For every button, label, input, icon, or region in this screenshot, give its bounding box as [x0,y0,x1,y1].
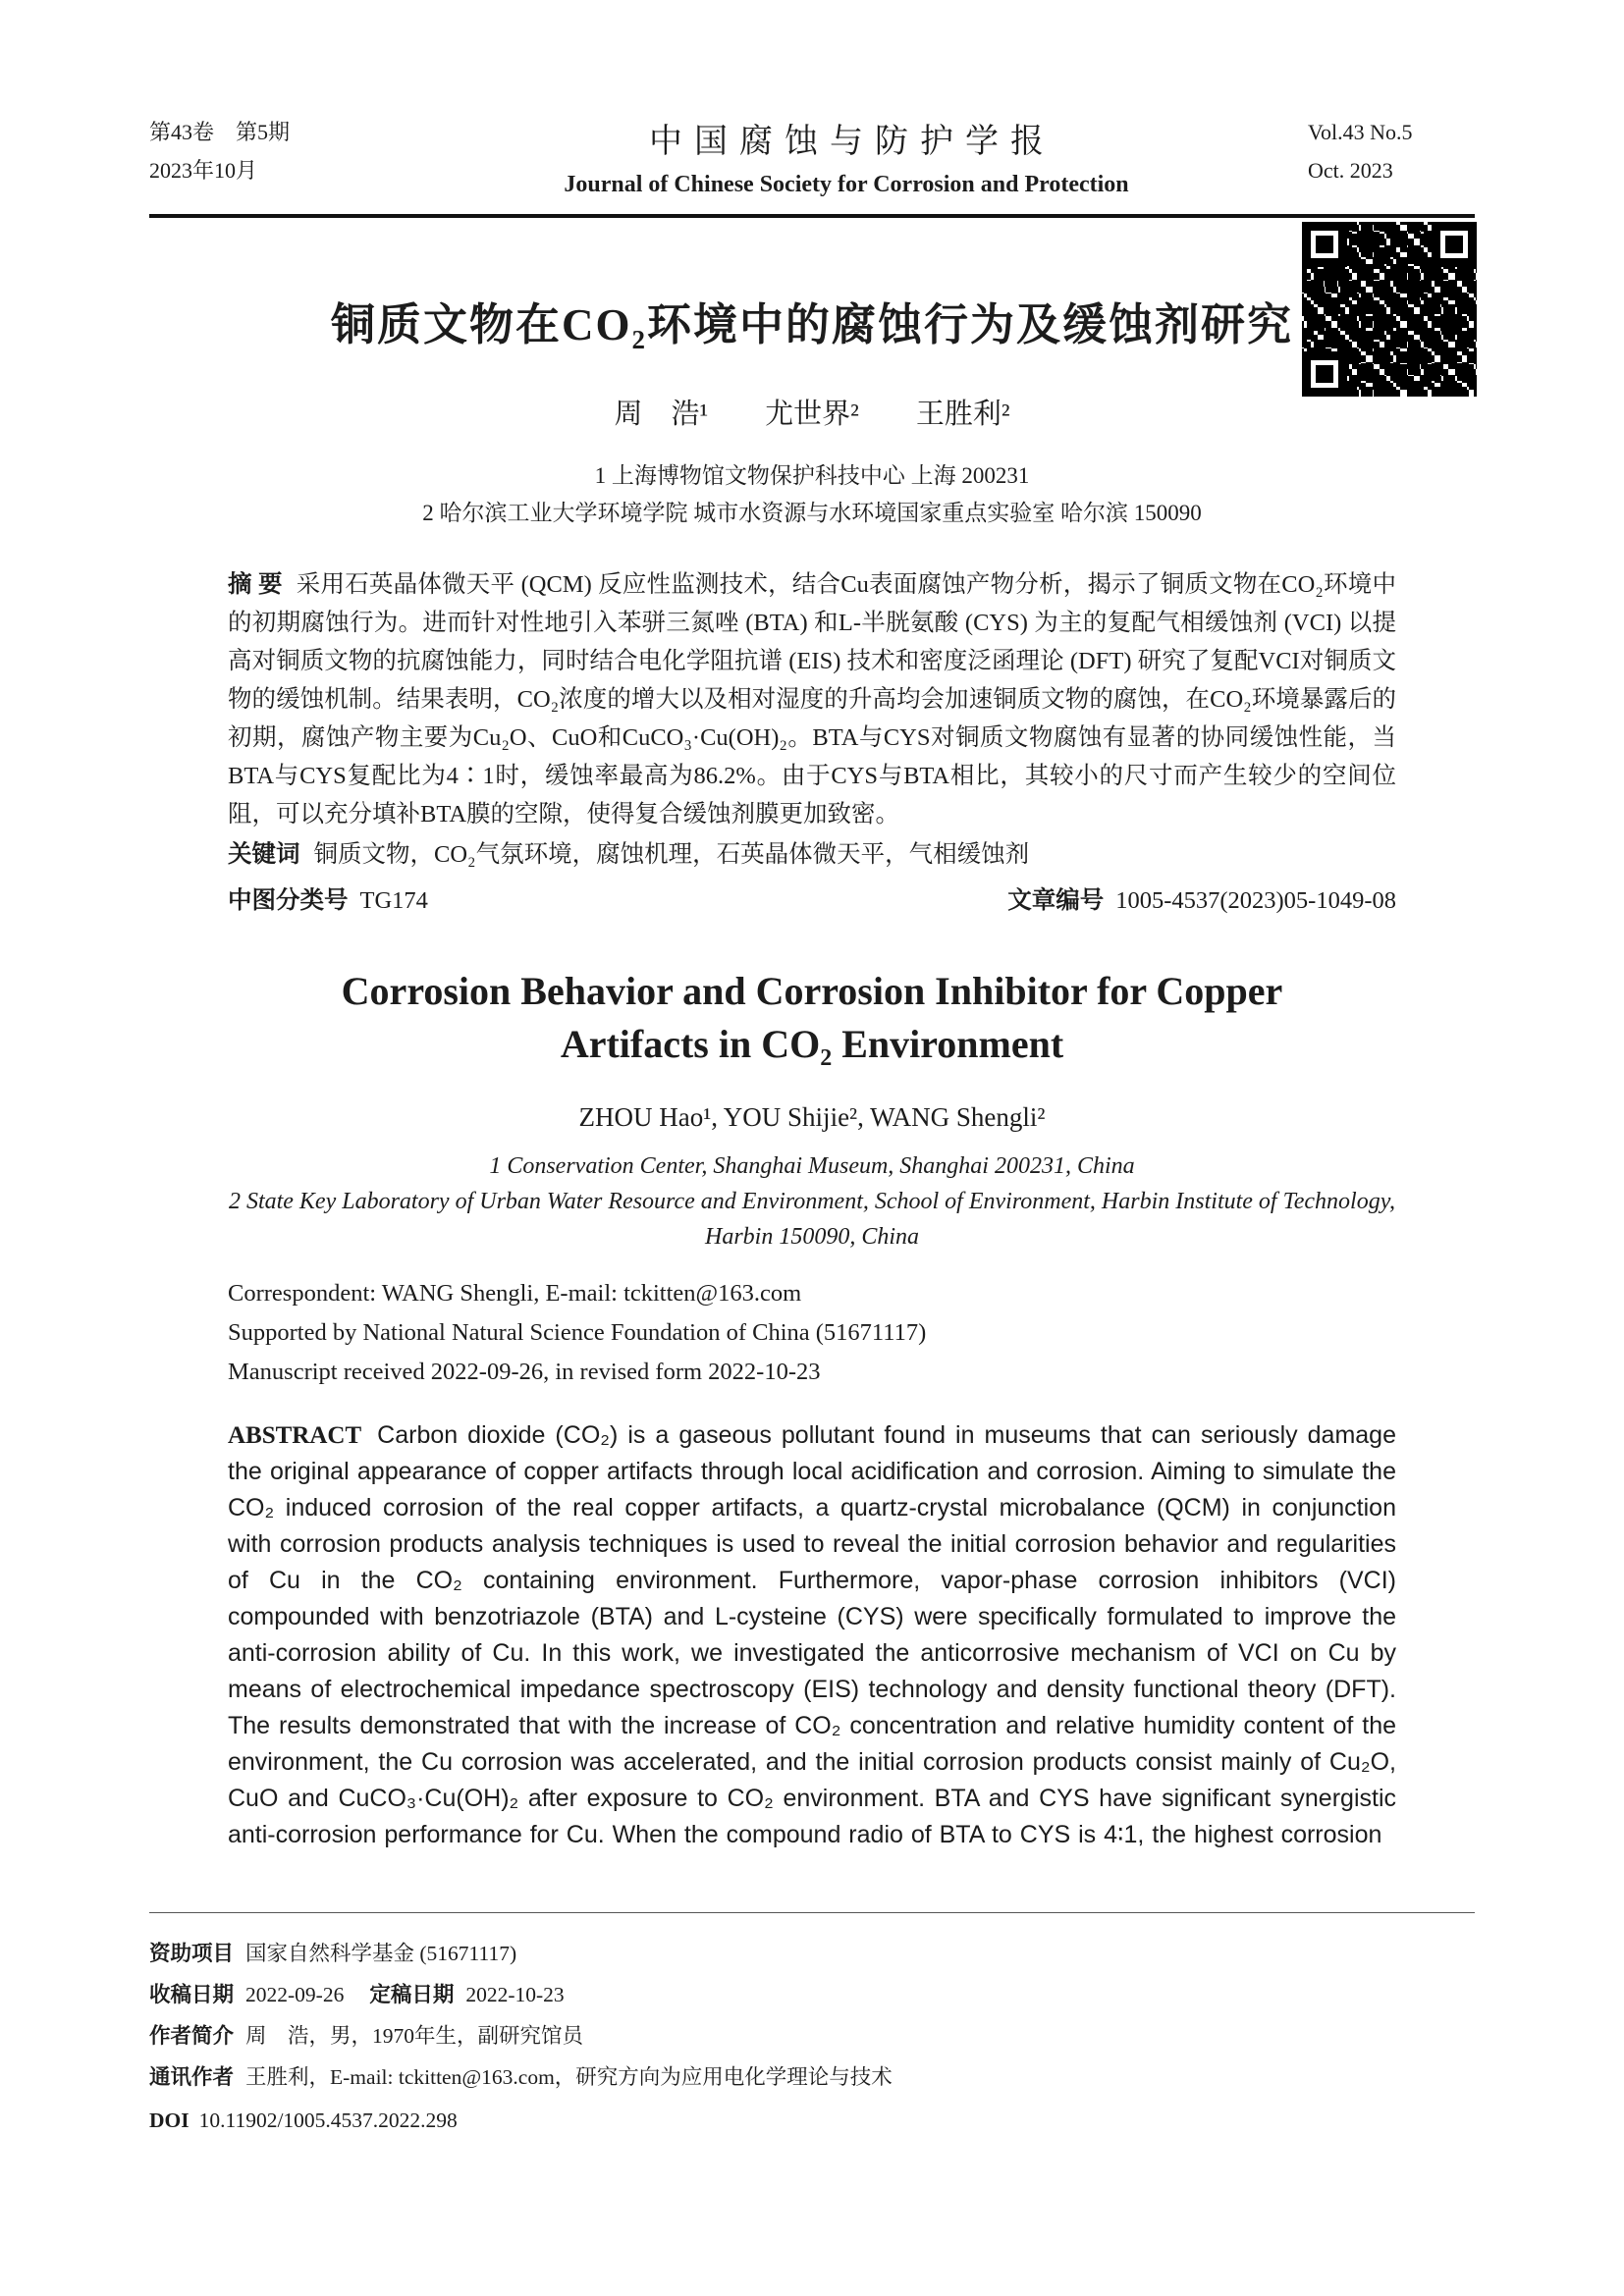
manuscript-line: Manuscript received 2022-09-26, in revised form 2022-10-23 [228,1359,821,1385]
meta-row [228,881,1396,920]
received-label: 收稿日期 [149,1983,235,2006]
keywords-text: 铜质文物，CO₂气氛环境，腐蚀机理，石英晶体微天平，气相缓蚀剂 [313,841,1030,868]
doi-label: DOI [149,2109,189,2132]
article-content [149,247,1475,1853]
article-no-group [1007,881,1396,920]
affiliation-en-1: 1 Conservation Center, Shanghai Museum, Shanghai 200231, China [489,1153,1135,1179]
article-no-label: 文章编号 [1007,887,1105,914]
authors-en: ZHOU Hao¹, YOU Shijie², WANG Shengli² [578,1102,1046,1132]
fund-label: 资助项目 [149,1942,235,1965]
affiliations-cn [149,457,1475,532]
correspondence-block [228,1274,1396,1392]
abstract-cn-text: 采用石英晶体微天平 (QCM) 反应性监测技术，结合Cu表面腐蚀产物分析，揭示了铜质文物在CO₂环境中的初期腐蚀行为。进而针对性地引入苯骈三氮唑 (BTA) 和L-半胱氨酸 (CYS) 为主的复配气相缓蚀剂 (VCI) 以提高对铜质文物的抗腐蚀能力，同时结合电化学阻抗谱 (EIS) 技术和密度泛函理论 (DFT) 研究了复配VCI对铜质文物的缓蚀机制。结果表明，CO₂浓度的增大以及相对湿度的升高均会加速铜质文物的腐蚀，在CO₂环境暴露后的初期，腐蚀产物主要为Cu₂O、CuO和CuCO₃·Cu(OH)₂。BTA与CYS对铜质文物腐蚀有显著的协同缓蚀性能，当BTA与CYS复配比为4∶1时，缓蚀率最高为86.2%。由于CYS与BTA相比，其较小的尺寸而产生较少的空间位阻，可以充分填补BTA膜的空隙，使得复合缓蚀剂膜更加致密。 [228,571,1396,828]
footnote-bio [149,2015,1475,2056]
title-en-line-1: Corrosion Behavior and Corrosion Inhibitor for Copper [341,969,1283,1013]
article-title-cn: 铜质文物在CO₂环境中的腐蚀行为及缓蚀剂研究 [331,300,1293,349]
journal-name-en: Journal of Chinese Society for Corrosion and Protection [564,172,1129,197]
header-center [385,114,1308,198]
journal-name-cn: 中国腐蚀与防护学报 [649,124,1056,160]
corr-label: 通讯作者 [149,2065,235,2089]
header-volume-issue-cn: 第43卷 第5期 [149,120,291,144]
header-date-en: Oct. 2023 [1308,157,1393,183]
received-date: 2022-09-26 [245,1983,345,2006]
clc-group [228,881,428,920]
article-no-text: 1005-4537(2023)05-1049-08 [1115,887,1396,914]
supported-line: Supported by National Natural Science Foundation of China (51671117) [228,1319,927,1346]
correspondent-line: Correspondent: WANG Shengli, E-mail: tckitten@163.com [228,1280,802,1307]
footnotes [149,1912,1475,2141]
header-date-cn: 2023年10月 [149,157,258,183]
header-volume-issue-en: Vol.43 No.5 [1308,120,1413,144]
fund-text: 国家自然科学基金 (51671117) [245,1942,517,1965]
keywords-line [228,835,1396,874]
journal-header [149,114,1475,218]
doi-text: 10.11902/1005.4537.2022.298 [198,2109,458,2132]
abstract-en [228,1417,1396,1853]
bio-label: 作者简介 [149,2024,235,2048]
footnote-correspondent [149,2056,1475,2098]
revised-date: 2022-10-23 [465,1983,565,2006]
affiliations-en [228,1148,1396,1255]
corr-text: 王胜利，E-mail: tckitten@163.com，研究方向为应用电化学理论与技术 [245,2065,893,2089]
keywords-label: 关键词 [228,841,300,868]
footnote-dates [149,1974,1475,2015]
title-en-line-2: Artifacts in CO₂ Environment [560,1022,1064,1066]
doi-line [149,2100,1475,2141]
affiliation-en-2: 2 State Key Laboratory of Urban Water Resource and Environment, School of Environment, Harbin Institute of Technology, Harbin 150090, China [228,1189,1396,1250]
affiliation-cn-1: 1 上海博物馆文物保护科技中心 上海 200231 [594,463,1030,488]
authors-cn: 周 浩¹ 尤世界² 王胜利² [614,399,1010,430]
footnote-fund [149,1933,1475,1974]
clc-number: TG174 [359,887,428,914]
header-left [149,114,385,189]
revised-label: 定稿日期 [369,1983,455,2006]
bio-text: 周 浩，男，1970年生，副研究馆员 [245,2024,584,2048]
affiliation-cn-2: 2 哈尔滨工业大学环境学院 城市水资源与水环境国家重点实验室 哈尔滨 150090 [422,501,1202,525]
abstract-en-label: ABSTRACT [228,1422,362,1449]
article-title-en [149,965,1475,1071]
clc-label: 中图分类号 [228,887,349,914]
header-right [1308,114,1475,189]
abstract-cn-label: 摘 要 [228,571,283,598]
abstract-en-text: Carbon dioxide (CO₂) is a gaseous pollutant found in museums that can seriously damage the original appearance of copper artifacts through local acidification and corrosion. Aiming to simulate the CO₂ induced corrosion of the real copper artifacts, a quartz-crystal microbalance (QCM) in conjunction with corrosion products analysis techniques is used to reveal the initial corrosion behavior and regularities of Cu in the CO₂ containing environment. Furthermore, vapor-phase corrosion inhibitors (VCI) compounded with benzotriazole (BTA) and L-cysteine (CYS) were specifically formulated to improve the anti-corrosion ability of Cu. In this work, we investigated the anticorrosive mechanism of VCI on Cu by means of electrochemical impedance spectroscopy (EIS) technology and density functional theory (DFT). The results demonstrated that with the increase of CO₂ concentration and relative humidity content of the environment, the Cu corrosion was accelerated, and the initial corrosion products consist mainly of Cu₂O, CuO and CuCO₃·Cu(OH)₂ after exposure to CO₂ environment. BTA and CYS have significant synergistic anti-corrosion performance for Cu. When the compound radio of BTA to CYS is 4∶1, the highest corrosion [228,1421,1396,1848]
abstract-cn [228,565,1396,833]
